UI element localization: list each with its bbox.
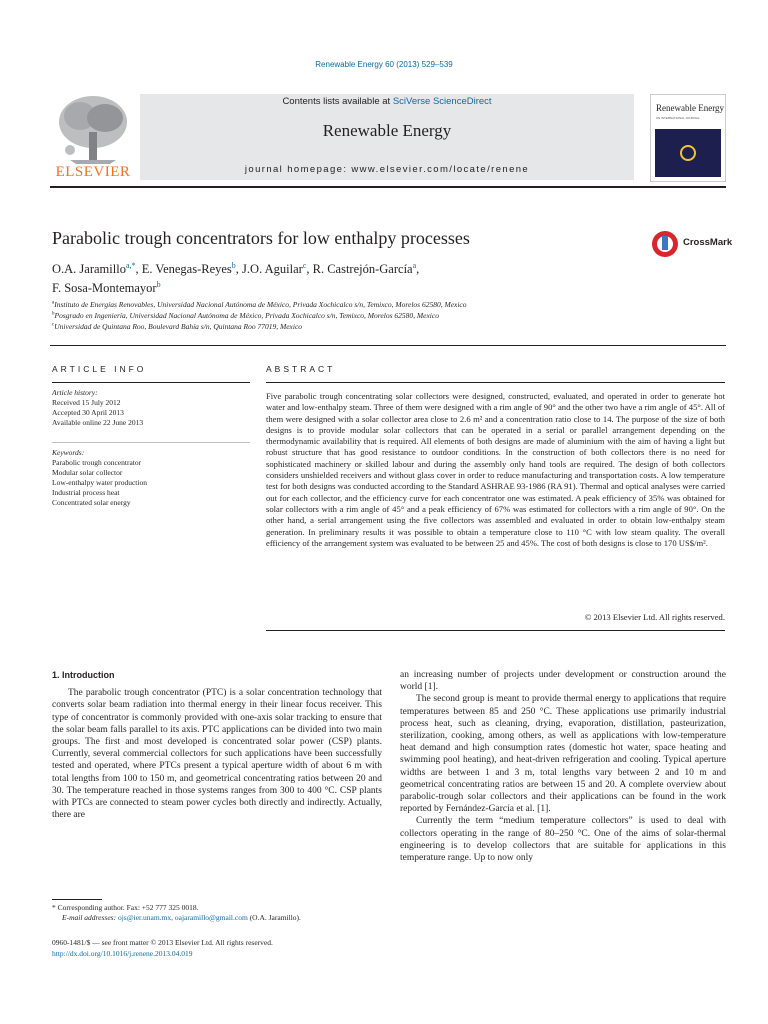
- abstract-copyright: © 2013 Elsevier Ltd. All rights reserved.: [584, 612, 725, 622]
- cover-image: [655, 129, 721, 177]
- affil-mark: b: [52, 311, 55, 317]
- email-suffix: (O.A. Jaramillo).: [247, 913, 301, 922]
- author-affil-mark[interactable]: c: [302, 261, 307, 270]
- author-2: [142, 262, 242, 276]
- affil-text: Universidad de Quintana Roo, Boulevard Bahía s/n, Quintana Roo 77019, Mexico: [54, 322, 303, 331]
- affiliation-a: [52, 300, 467, 309]
- sciencedirect-link[interactable]: SciVerse ScienceDirect: [392, 96, 492, 107]
- affil-mark: a: [52, 300, 55, 306]
- abstract-rule: [266, 382, 725, 383]
- affiliation-b: [52, 311, 439, 320]
- contents-prefix: Contents lists available at: [282, 96, 393, 107]
- body-left-column: [52, 669, 382, 821]
- abstract-label: ABSTRACT: [266, 364, 336, 374]
- body-right-column: [400, 669, 726, 864]
- author-affil-mark[interactable]: a: [412, 261, 417, 270]
- author-3: [242, 262, 313, 276]
- email-links[interactable]: ojs@ier.unam.mx, oajaramillo@gmail.com: [117, 913, 248, 922]
- article-info-label: ARTICLE INFO: [52, 364, 147, 374]
- keyword: Industrial process heat: [52, 488, 120, 497]
- body-paragraph: an increasing number of projects under development or construction around the world [1].: [400, 670, 726, 693]
- keyword: Parabolic trough concentrator: [52, 458, 142, 467]
- history-online: Available online 22 June 2013: [52, 418, 144, 427]
- affiliation-c: [52, 322, 302, 331]
- author-name: O.A. Jaramillo: [52, 262, 126, 277]
- corresponding-author-note: * Corresponding author. Fax: +52 777 325 0018.: [52, 903, 199, 912]
- author-5: [52, 281, 161, 295]
- author-name: R. Castrejón-García: [312, 262, 413, 277]
- author-name: J.O. Aguilar: [242, 262, 303, 277]
- doi-link[interactable]: http://dx.doi.org/10.1016/j.renene.2013.04.019: [52, 949, 193, 958]
- author-affil-mark[interactable]: a,*: [125, 261, 136, 270]
- crossmark-label: CrossMark: [683, 237, 733, 248]
- abstract-bottom-rule: [266, 630, 725, 631]
- cover-emblem-icon: [655, 129, 721, 177]
- author-affil-mark[interactable]: b: [156, 280, 161, 290]
- section-heading: 1. Introduction: [52, 670, 115, 680]
- article-info-rule: [52, 382, 250, 383]
- history-heading: Article history:: [52, 388, 98, 397]
- elsevier-logo: [50, 92, 136, 182]
- author-4: [313, 262, 420, 276]
- author-separator: ,: [135, 262, 142, 277]
- keyword: Concentrated solar energy: [52, 498, 131, 507]
- crossmark-icon: [651, 230, 679, 258]
- keyword: Modular solar collector: [52, 468, 123, 477]
- author-separator: ,: [306, 262, 313, 277]
- footnote-rule: [52, 899, 102, 900]
- keywords-heading: Keywords:: [52, 448, 85, 457]
- affiliation-rule: [50, 345, 726, 346]
- author-1: [52, 262, 142, 276]
- keywords-rule: [52, 442, 250, 443]
- author-separator: ,: [235, 262, 243, 277]
- header-rule: [50, 186, 726, 188]
- body-paragraph: The second group is meant to provide thermal energy to applications that require temperatures between 85 and 250 °C. These applications use primarily industrial process heat, such as cleaning, drying, evaporation, distillation, pasteurization, sterilization, cooking, among others, as well as applications with low-temperature heat demand and high consumption rates (domestic hot water, space heating and swimming pool heating), and heat-driven refrigeration and cooling. Typical aperture widths are between 1 and 3 m, total lengths vary between 2 and 10 m and geometrical concentrating ratios are between 15 and 20. A complete overview about parabolic-trough solar collectors and their applications can be found in the work reported by Fernández-García et al. [1].: [400, 694, 726, 815]
- history-received: Received 15 July 2012: [52, 398, 121, 407]
- article-title: Parabolic trough concentrators for low enthalpy processes: [52, 228, 470, 248]
- author-name: F. Sosa-Montemayor: [52, 281, 157, 296]
- affil-mark: c: [52, 322, 55, 328]
- keywords-block: [52, 448, 250, 508]
- email-prefix: E-mail addresses:: [62, 913, 118, 922]
- abstract-text: Five parabolic trough concentrating solar collectors were designed, constructed, evaluated, and operated in order to generate hot water and low-enthalpy steam. Three of them were designed with a rim angle of 90° and the other two have a rim angle of 45°. All of them were designed with a solar collector area close to 2.6 m² and a concentration ratio close to 14. The purpose of the size of both designs is to provide modular solar collectors that can be operated in a serial or parallel arrangement depending on the thermodynamic availability that is required. All elements of both designs are made of aluminium with the aim of having a light but robust structure that has good resistance to outdoor conditions. In the construction of both collectors there is no need for sophisticated machinery or skilled labour and during the assembly only hand tools are required. The design of both collectors considers unshielded receivers and without glass cover in order to reduce manufacturing and transportation costs. A low temperature test for both designs was conducted according to the Standard ASHRAE 93-1986 (RA 91). Thermal and optical analyses were carried out for each collector, and the efficiency curve for each concentrator one was estimated. A peak efficiency of 35% was obtained for solar collectors with a rim angle of 45° and a peak efficiency of 67% was estimated for collectors with a rim angle of 90°. On the other hand, a serial arrangement using the five collectors was assembled and evaluated in order to obtain low-enthalpy steam generation. In preliminary results it was possible to obtain a temperature close to 110 °C with low steam quality. The overall efficiency of the arrangement system was evaluated to be between 25 and 45%. The cost of both designs is close to 170 US$/m².: [266, 391, 726, 548]
- cover-subtitle: AN INTERNATIONAL JOURNAL: [656, 116, 700, 120]
- journal-name: Renewable Energy: [322, 121, 452, 140]
- author-list: [52, 258, 612, 296]
- author-name: E. Venegas-Reyes: [141, 262, 232, 277]
- author-affil-mark[interactable]: b: [231, 261, 236, 270]
- cover-title: Renewable Energy: [656, 103, 725, 113]
- history-accepted: Accepted 30 April 2013: [52, 408, 124, 417]
- journal-cover[interactable]: [650, 94, 726, 182]
- body-paragraph: The parabolic trough concentrator (PTC) is a solar concentration technology that converts solar beam radiation into thermal energy in their linear focus receiver. This type of concentrator is commonly provided with one-axis solar tracking to ensure that the solar beam falls parallel to its axis. PTC applications can be divided into two main groups. The first and most developed is concentrated solar power (CSP) plants. Currently, several commercial collectors for such applications have been successfully tested and operated, where PTCs present a typical aperture width of about 6 m with total lengths from 100 to 150 m, and geometrical concentrating ratios between 20 and 30. The temperature reached in those systems ranges from 300 to 400 °C. CSP plants with PTCs are connected to steam power cycles both directly and indirectly. Actually, there are: [52, 688, 382, 821]
- author-separator: ,: [416, 262, 420, 277]
- article-history: [52, 388, 250, 428]
- crossmark-badge[interactable]: [651, 228, 733, 260]
- journal-citation[interactable]: Renewable Energy 60 (2013) 529–539: [315, 60, 453, 69]
- publisher-name: ELSEVIER: [55, 164, 131, 180]
- contents-line: [140, 96, 634, 107]
- issn-line: 0960-1481/$ — see front matter © 2013 Elsevier Ltd. All rights reserved.: [52, 938, 273, 947]
- keyword: Low-enthalpy water production: [52, 478, 147, 487]
- affil-text: Posgrado en Ingeniería, Universidad Nacional Autónoma de México, Privada Xochicalco s/n, Temixco, Morelos 62580, Mexico: [54, 311, 439, 320]
- email-note: [52, 913, 392, 923]
- journal-homepage[interactable]: journal homepage: www.elsevier.com/locate/renene: [244, 164, 530, 175]
- journal-header-band: [140, 94, 634, 180]
- affil-text: Instituto de Energías Renovables, Universidad Nacional Autónoma de México, Privada Xochicalco s/n, Temixco, Morelos 62580, Mexico: [54, 300, 467, 309]
- body-paragraph: Currently the term “medium temperature collectors” is used to deal with collectors operating in the range of 80–250 °C. One of the aims of solar-thermal engineering is to develop collectors that are suitable for applications in this temperature range. Up to now only: [400, 816, 726, 864]
